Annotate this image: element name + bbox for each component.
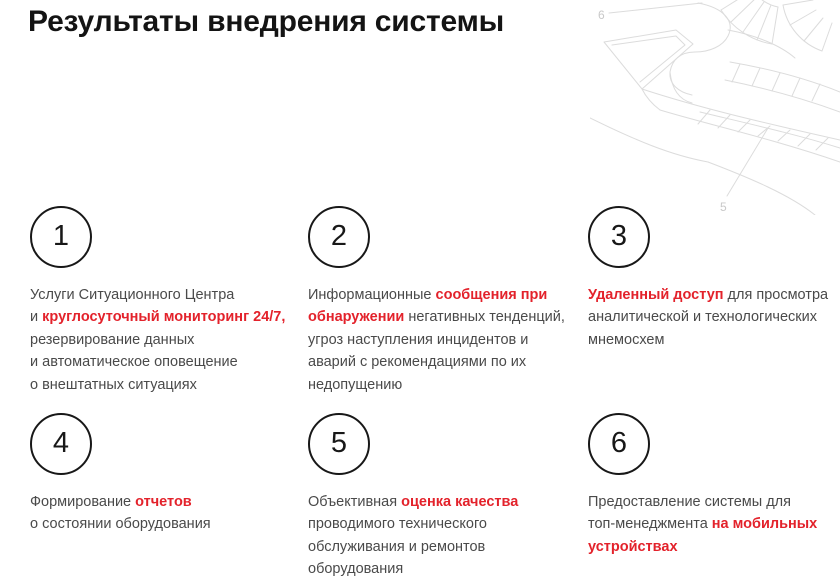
- text-run: Формирование: [30, 494, 136, 510]
- item-1-number-circle: [30, 206, 92, 268]
- text-run: проводимого технического: [308, 516, 487, 533]
- item-6-description: [588, 491, 840, 558]
- item-3-description: [588, 284, 840, 351]
- item-5-description: [308, 491, 570, 581]
- text-run-highlight: Удаленный доступ: [588, 287, 724, 303]
- page-title: Результаты внедрения системы: [28, 5, 504, 38]
- item-1-description: [30, 284, 292, 396]
- text-run: недопущению: [308, 376, 403, 393]
- text-run: негативных тенденций,: [404, 309, 565, 326]
- result-item-4: [30, 413, 292, 536]
- result-item-6: [588, 413, 840, 558]
- text-run-highlight: оценка качества: [401, 494, 519, 510]
- item-2-number: 2: [330, 219, 348, 252]
- text-run: обслуживания и ремонтов: [308, 538, 486, 555]
- text-run: аварий с рекомендациями по их: [308, 354, 527, 371]
- item-4-description: [30, 491, 292, 536]
- text-run: Информационные: [308, 287, 436, 303]
- text-run: аналитической и технологических: [588, 309, 817, 326]
- text-run-highlight: обнаружении: [308, 309, 405, 326]
- text-run: резервирование данных: [30, 331, 195, 348]
- callout-label-6: 6: [598, 8, 605, 22]
- item-2-number-circle: [308, 206, 370, 268]
- callout-leader-line: [727, 128, 768, 196]
- callout-leader-line: [609, 3, 702, 13]
- text-run: и автоматическое оповещение: [30, 354, 238, 371]
- text-run: топ-менеджмента: [588, 516, 712, 533]
- result-item-1: [30, 206, 292, 396]
- text-run: о внештатных ситуациях: [30, 376, 197, 393]
- item-6-number-circle: [588, 413, 650, 475]
- text-run: угроз наступления инцидентов и: [308, 331, 529, 348]
- text-run-highlight: устройствах: [588, 538, 678, 555]
- item-3-number-circle: [588, 206, 650, 268]
- text-run: Услуги Ситуационного Центра: [30, 287, 235, 303]
- text-run: мнемосхем: [588, 331, 665, 348]
- result-item-2: [308, 206, 570, 396]
- text-run: Объективная: [308, 494, 402, 510]
- technical-sketch-decoration: [590, 0, 840, 215]
- text-run-highlight: отчетов: [135, 494, 192, 510]
- text-run: и: [30, 309, 43, 326]
- text-run: оборудования: [308, 561, 404, 578]
- text-run-highlight: сообщения при: [435, 287, 548, 303]
- text-run: Предоставление системы для: [588, 494, 791, 510]
- text-run-highlight: круглосуточный мониторинг 24/7,: [42, 309, 286, 326]
- text-run: о состоянии оборудования: [30, 516, 211, 533]
- text-run: для просмотра: [723, 287, 829, 303]
- result-item-3: [588, 206, 840, 351]
- item-2-description: [308, 284, 570, 396]
- item-1-number: 1: [52, 219, 70, 252]
- item-5-number: 5: [330, 426, 348, 459]
- item-3-number: 3: [610, 219, 628, 252]
- item-6-number: 6: [610, 426, 628, 459]
- callout-label-5: 5: [720, 200, 727, 214]
- item-4-number-circle: [30, 413, 92, 475]
- item-4-number: 4: [52, 426, 70, 459]
- item-5-number-circle: [308, 413, 370, 475]
- result-item-5: [308, 413, 570, 581]
- text-run-highlight: на мобильных: [711, 516, 818, 533]
